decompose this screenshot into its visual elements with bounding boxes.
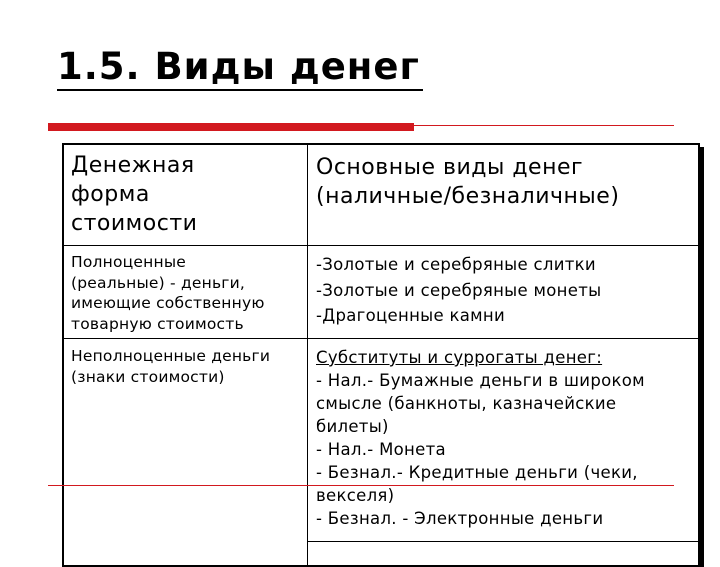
substitute-item: билеты) — [316, 417, 389, 436]
substitute-item: - Безнал. - Электронные деньги — [316, 509, 604, 528]
token-money-line: (знаки стоимости) — [71, 367, 225, 386]
full-value-money-line: товарную стоимость — [71, 314, 244, 333]
full-value-example: -Золотые и серебряные слитки — [316, 255, 596, 274]
substitute-item: - Нал.- Монета — [316, 440, 446, 459]
substitute-item: векселя) — [316, 486, 395, 505]
slide-title: 1.5. Виды денег — [57, 45, 420, 88]
substitute-item: смысле (банкноты, казначейские — [316, 394, 617, 413]
header-main-types-line: (наличные/безналичные) — [316, 184, 620, 209]
substitute-item: - Нал.- Бумажные деньги в широком — [316, 371, 645, 390]
accent-line — [414, 125, 674, 126]
full-value-money-line: (реальные) - деньги, — [71, 273, 246, 292]
header-money-form-line: форма — [71, 182, 150, 207]
title-underline — [57, 89, 423, 91]
header-money-form — [71, 151, 197, 238]
header-main-types — [316, 153, 619, 211]
substitute-item: - Безнал.- Кредитные деньги (чеки, — [316, 463, 638, 482]
token-money-cell — [71, 346, 270, 387]
row-divider — [307, 541, 698, 542]
token-money-line: Неполноценные деньги — [71, 347, 271, 365]
accent-line-bottom — [48, 485, 674, 486]
full-value-money-cell — [71, 252, 265, 334]
header-main-types-line: Основные виды денег — [316, 155, 584, 180]
full-value-example: -Драгоценные камни — [316, 306, 506, 325]
substitutes-heading: Субституты и суррогаты денег: — [316, 348, 603, 367]
header-money-form-line: стоимости — [71, 211, 198, 236]
header-money-form-line: Денежная — [71, 153, 195, 178]
column-divider — [307, 145, 308, 565]
full-value-money-line: имеющие собственную — [71, 294, 265, 312]
money-types-table — [62, 143, 700, 567]
full-value-examples-cell — [316, 252, 601, 329]
substitutes-cell — [316, 346, 645, 530]
full-value-example: -Золотые и серебряные монеты — [316, 280, 602, 300]
accent-bar — [48, 123, 414, 131]
row-divider — [64, 245, 698, 246]
row-divider — [64, 338, 698, 339]
full-value-money-line: Полноценные — [71, 253, 186, 271]
